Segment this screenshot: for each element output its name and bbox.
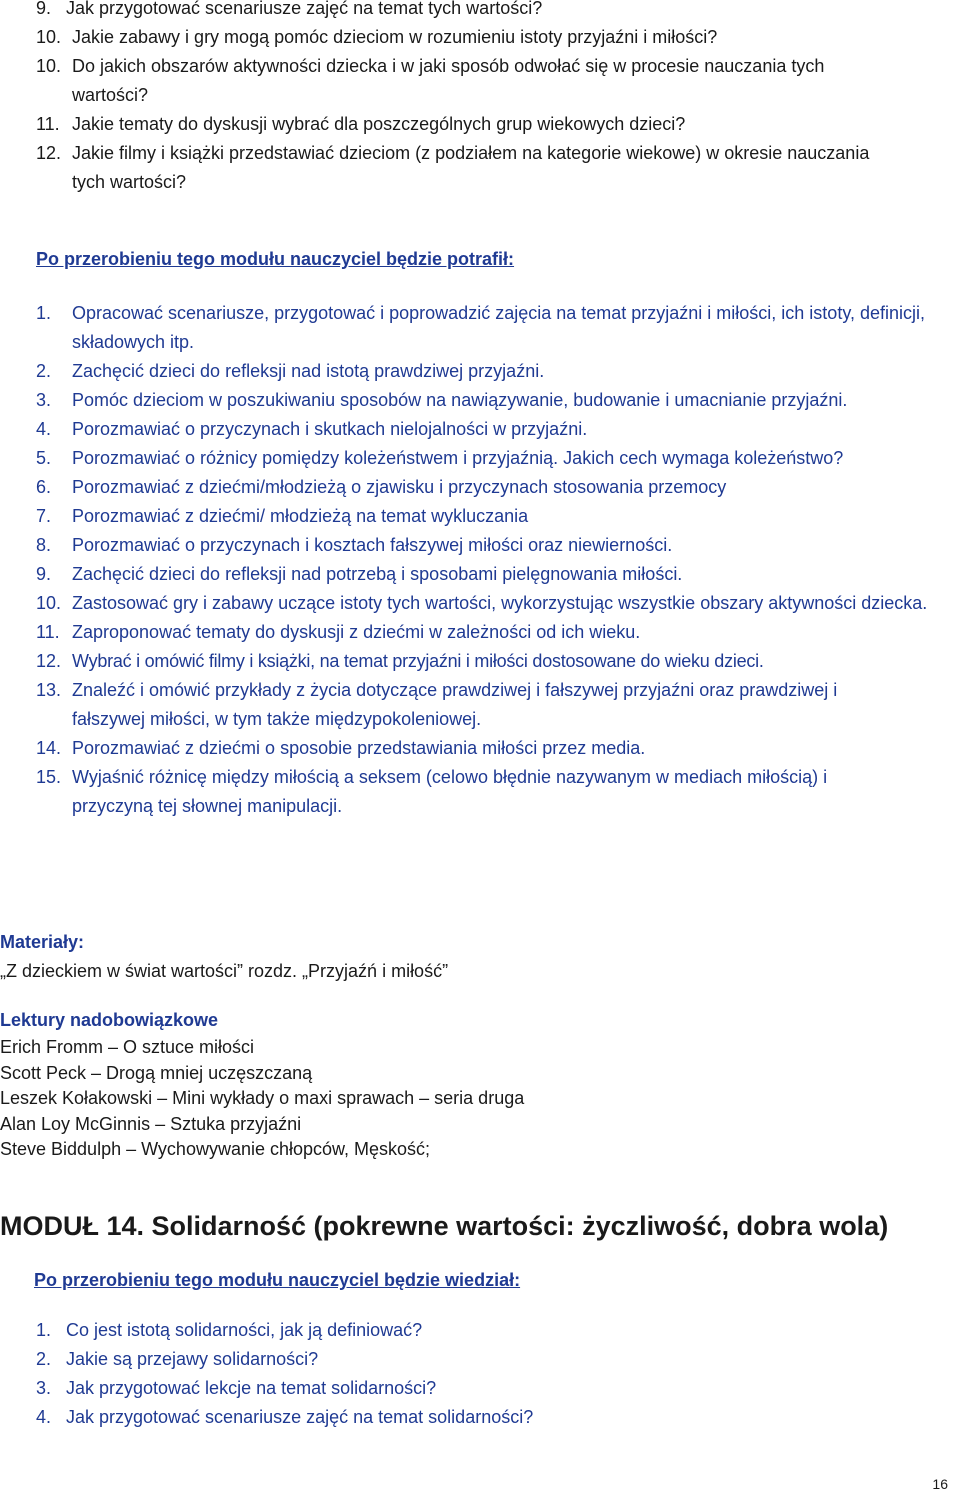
item-number: 10. (36, 56, 62, 76)
item-number: 7. (36, 506, 52, 526)
list-item: Scott Peck – Drogą mniej uczęszczaną (0, 1062, 313, 1083)
list-item (36, 1403, 936, 1432)
list-item: Erich Fromm – O sztuce miłości (0, 1037, 255, 1057)
item-text: Porozmawiać o przyczynach i kosztach fałszywej miłości oraz niewierności. (72, 535, 673, 555)
item-number: 10. (36, 593, 62, 613)
item-number: 14. (36, 738, 62, 758)
item-text: Zachęcić dzieci do refleksji nad potrzebą i sposobami pielęgnowania miłości. (72, 564, 683, 584)
list-item (36, 386, 941, 415)
item-number: 2. (36, 1349, 52, 1369)
item-number: 12. (36, 651, 62, 671)
item-number: 11. (36, 622, 60, 642)
list-item: Steve Biddulph – Wychowywanie chłopców, Męskość; (0, 1139, 431, 1159)
list-item (36, 473, 941, 502)
item-number: 15. (36, 767, 62, 787)
list-item (36, 110, 936, 139)
item-number: 8. (36, 535, 52, 555)
item-text: Znaleźć i omówić przykłady z życia dotyczące prawdziwej i fałszywej przyjaźni oraz prawdziwej i fałszywej miłości, w tym także międzypokoleniowej. (72, 680, 838, 729)
knowledge-heading: Po przerobieniu tego modułu nauczyciel będzie wiedział: (34, 1270, 521, 1290)
item-text: Porozmawiać z dziećmi o sposobie przedstawiania miłości przez media. (72, 738, 646, 758)
item-text: Zastosować gry i zabawy uczące istoty tych wartości, wykorzystując wszystkie obszary aktywności dziecka. (72, 593, 928, 613)
page-number: 16 (932, 1476, 948, 1492)
skills-list (36, 299, 941, 821)
list-item (36, 502, 941, 531)
list-item (36, 0, 936, 23)
materials-heading: Materiały: (0, 932, 85, 952)
item-text: Do jakich obszarów aktywności dziecka i w jaki sposób odwołać się w procesie nauczania tych wartości? (72, 56, 825, 105)
list-item (36, 52, 936, 110)
item-text: Jakie są przejawy solidarności? (66, 1349, 319, 1369)
item-text: Jakie filmy i książki przedstawiać dzieciom (z podziałem na kategorie wiekowe) w okresie nauczania tych wartości? (72, 143, 870, 192)
item-number: 1. (36, 1320, 52, 1340)
list-item (36, 415, 941, 444)
item-text: Jak przygotować lekcje na temat solidarności? (66, 1378, 437, 1398)
item-number: 2. (36, 361, 52, 381)
item-text: Porozmawiać z dziećmi/młodzieżą o zjawisku i przyczynach stosowania przemocy (72, 477, 727, 497)
item-text: Wybrać i omówić filmy i książki, na temat przyjaźni i miłości dostosowane do wieku dzieci. (72, 651, 764, 671)
item-text: Zaproponować tematy do dyskusji z dziećmi w zależności od ich wieku. (72, 622, 641, 642)
item-text: Porozmawiać o różnicy pomiędzy koleżeństwem i przyjaźnią. Jakich cech wymaga koleżeństwo? (72, 448, 844, 468)
item-number: 4. (36, 1407, 52, 1427)
item-number: 9. (36, 0, 52, 18)
readings-heading: Lektury nadobowiązkowe (0, 1010, 219, 1030)
list-item (36, 299, 941, 357)
list-item (36, 444, 941, 473)
item-number: 10. (36, 27, 62, 47)
item-number: 13. (36, 680, 62, 700)
item-text: Jakie zabawy i gry mogą pomóc dzieciom w rozumieniu istoty przyjaźni i miłości? (72, 27, 718, 47)
item-number: 5. (36, 448, 52, 468)
list-item (36, 1345, 936, 1374)
item-text: Jak przygotować scenariusze zajęć na temat solidarności? (66, 1407, 534, 1427)
list-item (36, 560, 941, 589)
knowledge-list (36, 1316, 936, 1432)
list-item (36, 618, 941, 647)
list-item (36, 763, 941, 821)
list-item: Leszek Kołakowski – Mini wykłady o maxi sprawach – seria druga (0, 1088, 525, 1108)
item-text: Pomóc dzieciom w poszukiwaniu sposobów na nawiązywanie, budowanie i umacnianie przyjaźni. (72, 390, 848, 410)
item-number: 3. (36, 390, 52, 410)
top-question-list (36, 0, 936, 197)
list-item (36, 676, 941, 734)
item-text: Porozmawiać z dziećmi/ młodzieżą na temat wykluczania (72, 506, 529, 526)
item-text: Jakie tematy do dyskusji wybrać dla poszczególnych grup wiekowych dzieci? (72, 114, 686, 134)
list-item (36, 1374, 936, 1403)
item-number: 9. (36, 564, 52, 584)
item-text: Zachęcić dzieci do refleksji nad istotą prawdziwej przyjaźni. (72, 361, 545, 381)
item-text: Co jest istotą solidarności, jak ją definiować? (66, 1320, 423, 1340)
item-number: 3. (36, 1378, 52, 1398)
list-item: Alan Loy McGinnis – Sztuka przyjaźni (0, 1113, 302, 1134)
module-title: MODUŁ 14. Solidarność (pokrewne wartości: życzliwość, dobra wola) (0, 1211, 889, 1241)
list-item (36, 531, 941, 560)
list-item (36, 357, 941, 386)
list-item (36, 734, 941, 763)
list-item (36, 589, 941, 618)
list-item (36, 647, 941, 676)
skills-heading: Po przerobieniu tego modułu nauczyciel będzie potrafił: (36, 249, 515, 269)
list-item (36, 23, 936, 52)
list-item (36, 1316, 936, 1345)
item-text: Jak przygotować scenariusze zajęć na temat tych wartości? (66, 0, 543, 18)
item-number: 4. (36, 419, 52, 439)
item-text: Opracować scenariusze, przygotować i poprowadzić zajęcia na temat przyjaźni i miłości, ich istoty, definicji, składowych itp. (72, 303, 926, 352)
item-text: Wyjaśnić różnicę między miłością a seksem (celowo błędnie nazywanym w mediach miłością) i przyczyną tej słownej manipulacji. (72, 767, 828, 816)
item-number: 6. (36, 477, 52, 497)
item-number: 1. (36, 303, 52, 323)
item-number: 11. (36, 114, 60, 134)
materials-text: „Z dzieckiem w świat wartości” rozdz. „Przyjaźń i miłość” (0, 961, 449, 981)
list-item (36, 139, 936, 197)
readings-list (0, 1035, 524, 1163)
item-text: Porozmawiać o przyczynach i skutkach nielojalności w przyjaźni. (72, 419, 588, 439)
item-number: 12. (36, 143, 62, 163)
